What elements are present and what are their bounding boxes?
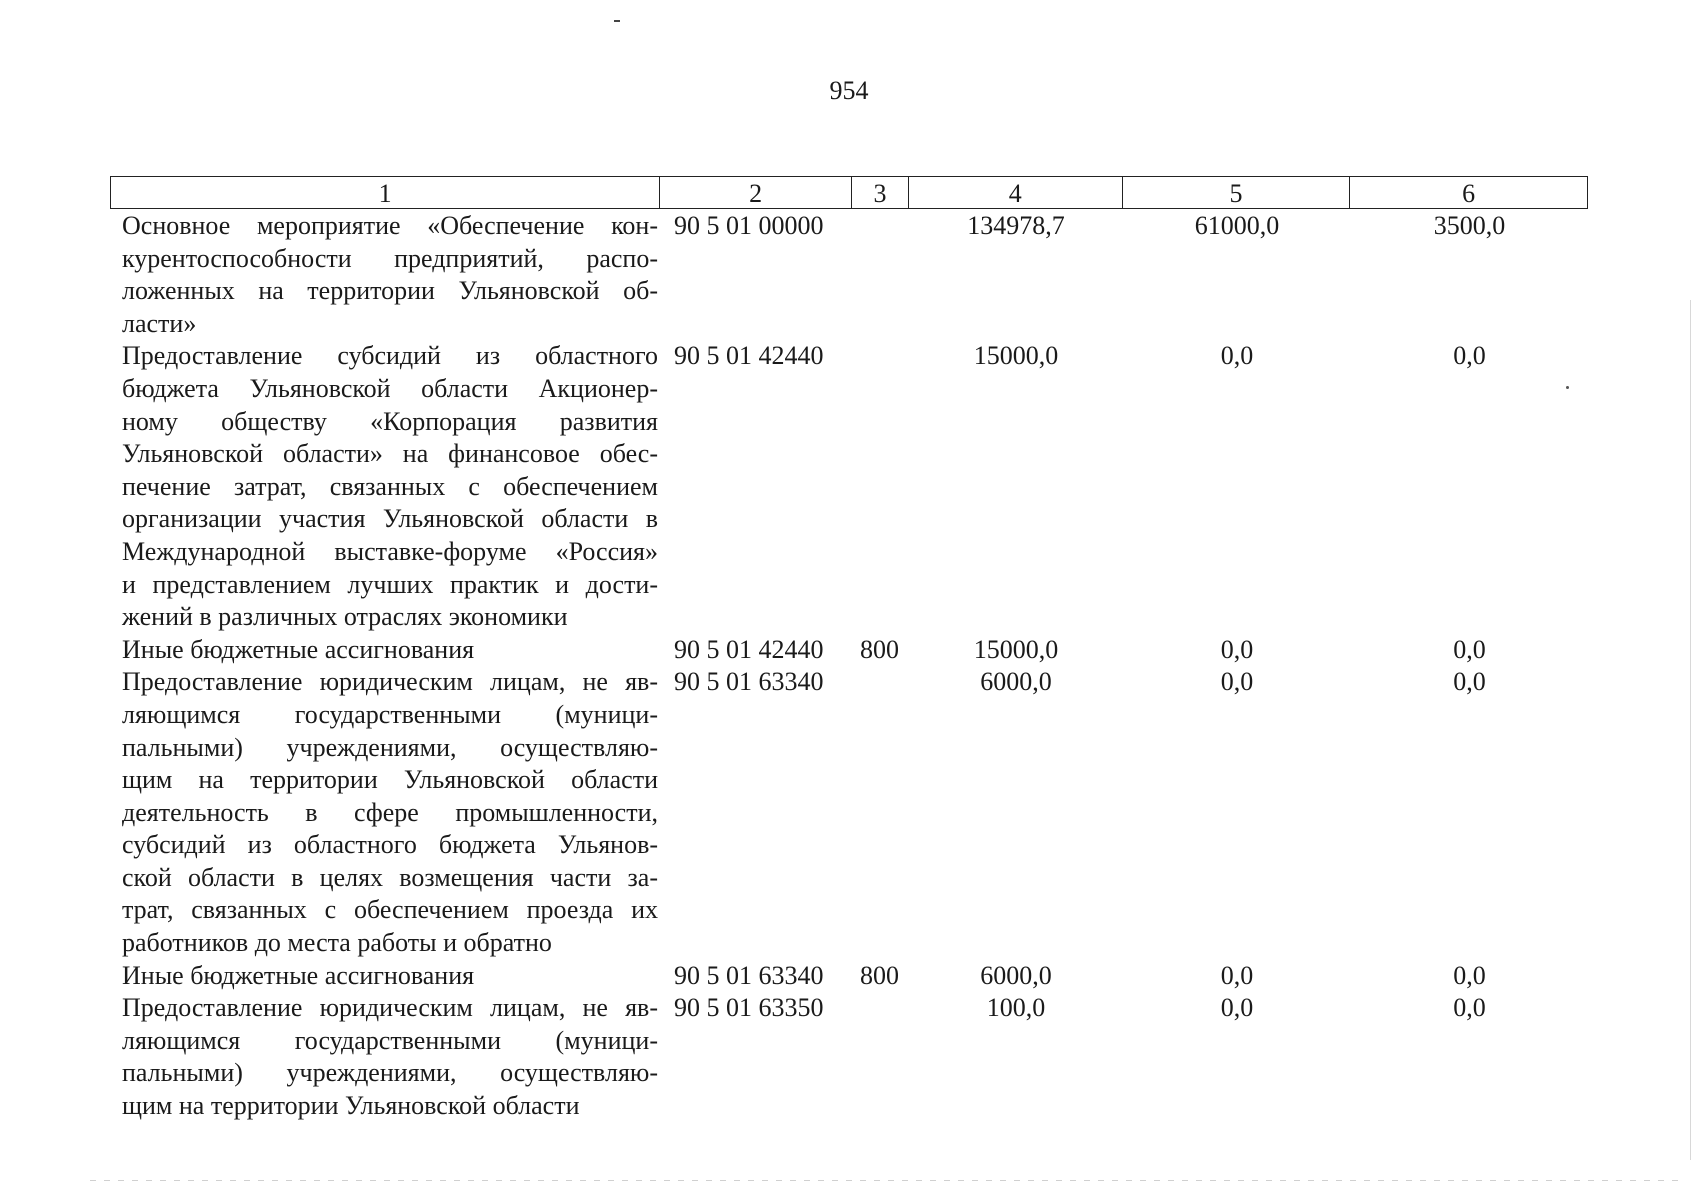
row-value-col4: 134978,7	[967, 211, 1065, 240]
row-value-col5: 0,0	[1220, 667, 1254, 697]
table-row	[110, 340, 1588, 633]
table-header-cell: 6	[1462, 179, 1476, 208]
description-line: Основное мероприятие «Обеспечение кон-	[122, 211, 658, 240]
description-line: ложенных на территории Ульяновской об-	[122, 276, 658, 306]
scan-artifact-dash	[614, 20, 620, 22]
row-type	[852, 340, 909, 633]
row-type	[852, 210, 909, 340]
row-value-col5: 61000,0	[1194, 211, 1280, 240]
table-row	[110, 992, 1588, 1122]
row-code: 90 5 01 42440	[674, 341, 824, 371]
description-line: ному обществу «Корпорация развития	[122, 406, 658, 436]
description-line: печение затрат, связанных с обеспечением	[122, 471, 658, 501]
scan-bottom-line	[90, 1180, 1680, 1181]
description-line: организации участия Ульяновской области в	[122, 504, 658, 534]
row-description	[110, 634, 660, 667]
table-header-row	[110, 176, 1588, 209]
row-type: 800	[860, 634, 899, 664]
description-line: щим на территории Ульяновской области	[122, 765, 658, 795]
budget-table-body	[110, 210, 1588, 1123]
row-value-col4: 15000,0	[973, 341, 1059, 371]
description-line: и представлением лучших практик и дости-	[122, 569, 658, 599]
row-type	[852, 992, 909, 1122]
row-value-col4: 6000,0	[980, 667, 1052, 697]
row-value-col6: 0,0	[1453, 634, 1486, 664]
description-line: щим на территории Ульяновской области	[122, 1091, 580, 1121]
description-line: ской области в целях возмещения части за-	[122, 862, 658, 892]
description-line: Предоставление юридическим лицам, не яв-	[122, 993, 658, 1023]
table-row	[110, 666, 1588, 959]
row-value-col4: 100,0	[986, 993, 1046, 1023]
description-line: Предоставление субсидий из областного	[122, 341, 658, 371]
description-line: трат, связанных с обеспечением проезда их	[122, 895, 658, 925]
description-line: субсидий из областного бюджета Ульянов-	[122, 830, 658, 860]
description-line: Ульяновской области» на финансовое обес-	[122, 439, 658, 469]
description-line: Предоставление юридическим лицам, не яв-	[122, 667, 658, 697]
table-row	[110, 210, 1588, 340]
table-header-cell: 4	[909, 177, 1123, 208]
table-header-cell: 1	[111, 177, 660, 208]
row-type	[852, 666, 909, 959]
row-code: 90 5 01 42440	[674, 634, 824, 664]
description-line: ласти»	[122, 308, 197, 338]
table-row	[110, 634, 1588, 667]
row-description	[110, 960, 660, 993]
row-code: 90 5 01 63340	[674, 960, 824, 990]
row-value-col6: 0,0	[1453, 960, 1486, 990]
row-value-col4: 6000,0	[980, 960, 1052, 990]
row-description	[110, 992, 660, 1122]
description-line: ляющимся государственными (муници-	[122, 699, 658, 729]
row-value-col6: 0,0	[1453, 341, 1486, 371]
description-line: пальными) учреждениями, осуществляю-	[122, 1058, 658, 1088]
row-value-col5: 0,0	[1220, 634, 1254, 664]
description-line: деятельность в сфере промышленности,	[122, 797, 658, 827]
description-line: пальными) учреждениями, осуществляю-	[122, 732, 658, 762]
row-value-col4: 15000,0	[973, 634, 1059, 664]
description-line: ляющимся государственными (муници-	[122, 1025, 658, 1055]
row-value-col5: 0,0	[1220, 960, 1254, 990]
description-line: бюджета Ульяновской области Акционер-	[122, 373, 658, 403]
row-description	[110, 210, 660, 340]
table-header-cell: 2	[660, 177, 852, 208]
description-line: Международной выставке-форуме «Россия»	[122, 536, 658, 566]
page-number: 954	[829, 76, 869, 105]
description-line: курентоспособности предприятий, распо-	[122, 243, 658, 273]
row-value-col6: 0,0	[1453, 667, 1486, 697]
row-description	[110, 666, 660, 959]
row-description	[110, 340, 660, 633]
row-code: 90 5 01 00000	[674, 211, 824, 240]
row-value-col5: 0,0	[1220, 993, 1254, 1023]
description-line: работников до места работы и обратно	[122, 928, 552, 958]
description-line: Иные бюджетные ассигнования	[122, 960, 475, 990]
table-header-cell: 5	[1123, 177, 1351, 208]
row-value-col6: 3500,0	[1433, 211, 1506, 240]
row-value-col6: 0,0	[1453, 993, 1486, 1023]
description-line: жений в различных отраслях экономики	[122, 602, 568, 632]
row-code: 90 5 01 63350	[674, 993, 824, 1023]
description-line: Иные бюджетные ассигнования	[122, 634, 475, 664]
table-row	[110, 960, 1588, 993]
row-code: 90 5 01 63340	[674, 667, 824, 697]
table-header-cell: 3	[852, 177, 909, 208]
row-type: 800	[860, 960, 899, 990]
row-value-col5: 0,0	[1220, 341, 1254, 371]
scan-edge-line	[1690, 300, 1691, 1160]
